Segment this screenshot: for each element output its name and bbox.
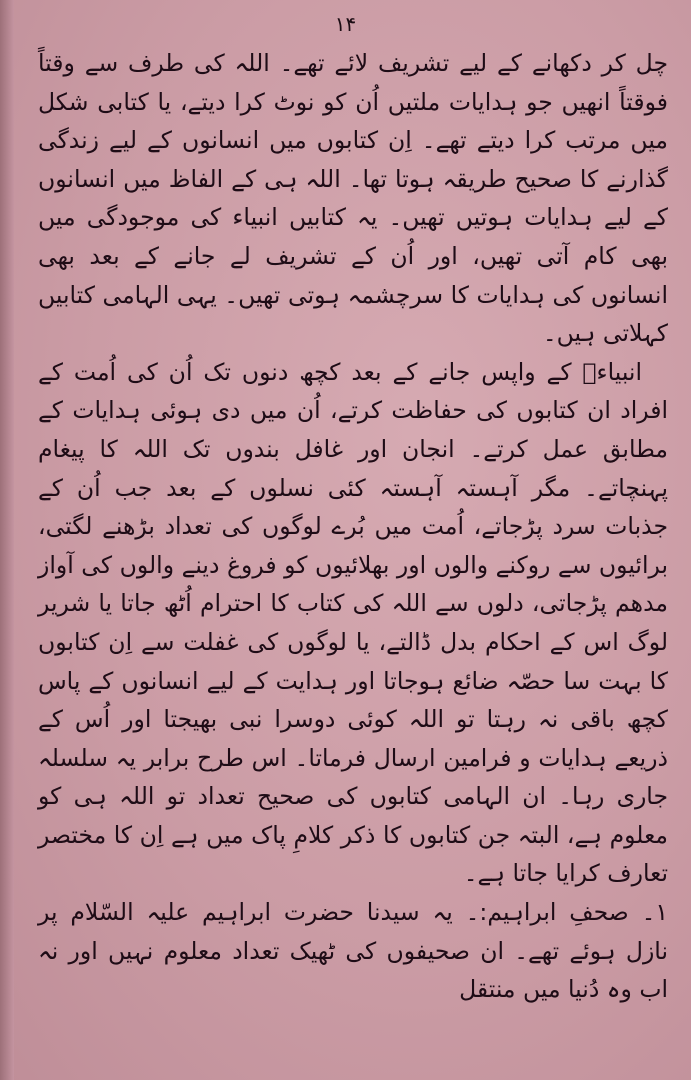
page-number: ۱۴ (334, 12, 357, 36)
page-gutter (0, 0, 14, 1080)
paragraph-2: انبیاءؑ کے واپس جانے کے بعد کچھ دنوں تک اُن کی اُمت کے افراد ان کتابوں کی حفاظت کرتے، اُن میں دی ہوئی ہدایات کے مطابق عمل کرتے۔ انجان اور غافل بندوں تک اللہ کا پیغام پہنچاتے۔ مگر آہستہ آہستہ کئی نسلوں کے بعد جب اُن کے جذبات سرد پڑجاتے، اُمت میں بُرے لوگوں کی تعداد بڑھنے لگتی، برائیوں سے روکنے والوں اور بھلائیوں کو فروغ دینے والوں کی آواز مدھم پڑجاتی، دلوں سے اللہ کی کتاب کا احترام اُٹھ جاتا یا شریر لوگ اس کے احکام بدل ڈالتے، یا لوگوں کی غفلت سے اِن کتابوں کا بہت سا حصّہ ضائع ہوجاتا اور ہدایت کے لیے انسانوں کے پاس کچھ باقی نہ رہتا تو اللہ کوئی دوسرا نبی بھیجتا اور اُس کے ذریعے ہدایات و فرامین ارسال فرماتا۔ اس طرح برابر یہ سلسلہ جاری رہا۔ ان الہامی کتابوں کی صحیح تعداد تو اللہ ہی کو معلوم ہے، البتہ جن کتابوں کا ذکر کلامِ پاک میں ہے اِن کا مختصر تعارف کرایا جاتا ہے۔ (38, 357, 668, 888)
paragraph-1: چل کر دکھانے کے لیے تشریف لائے تھے۔ اللہ کی طرف سے وقتاً فوقتاً انھیں جو ہدایات ملتیں اُن کو نوٹ کرا دیتے، یا کتابی شکل میں مرتب کرا دیتے تھے۔ اِن کتابوں میں انسانوں کے لیے زندگی گذارنے کا صحیح طریقہ ہوتا تھا۔ اللہ ہی کے الفاظ میں انسانوں کے لیے ہدایات ہوتیں تھیں۔ یہ کتابیں انبیاء کی موجودگی میں بھی کام آتی تھیں، اور اُن کے تشریف لے جانے کے بعد بھی انسانوں کی ہدایات کا سرچشمہ ہوتی تھیں۔ یہی الہامی کتابیں کہلاتی ہیں۔ (38, 49, 668, 348)
page-body-text (38, 44, 668, 1064)
list-item-1: ۱۔ صحفِ ابراہیم:۔ یہ سیدنا حضرت ابراہیم علیہ السّلام پر نازل ہوئے تھے۔ ان صحیفوں کی ٹھیک تعداد معلوم نہیں اور نہ اب وہ دُنیا میں منتقل (38, 898, 668, 1004)
